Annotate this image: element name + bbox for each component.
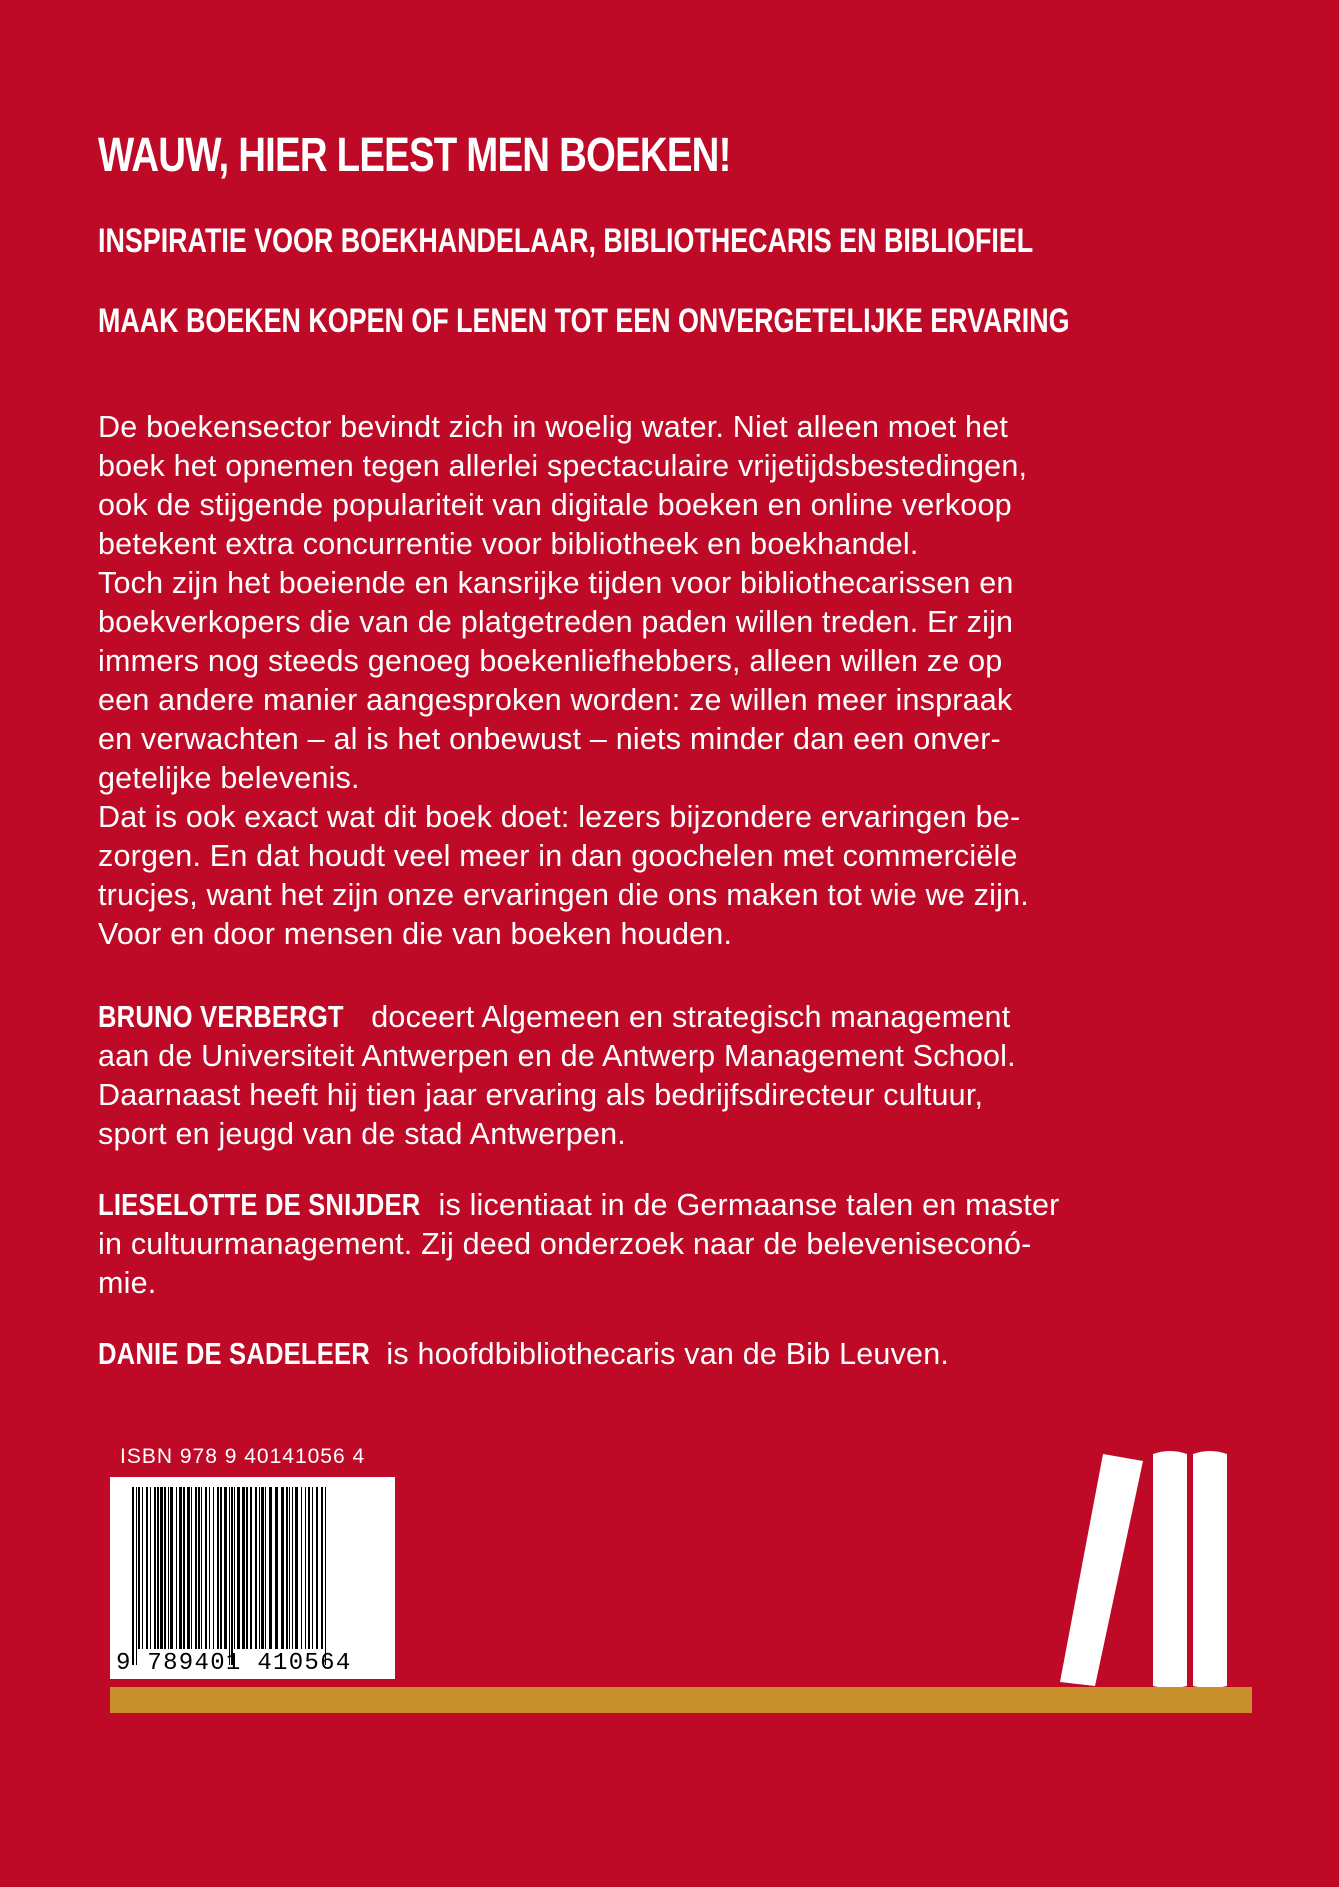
blurb (98, 408, 1158, 954)
barcode-bar (308, 1487, 310, 1649)
standing-book-right (1193, 1451, 1227, 1688)
bio-line: sport en jeugd van de stad Antwerpen. (98, 1117, 626, 1151)
barcode-bar (321, 1487, 323, 1649)
barcode-bar (195, 1487, 197, 1649)
barcode-bar (234, 1487, 235, 1649)
barcode-bar (281, 1487, 284, 1649)
blurb-line: boekverkopers die van de platgetreden paden willen treden. Er zijn (98, 605, 1014, 639)
barcode-bar (168, 1487, 169, 1649)
barcode-bar (325, 1487, 326, 1665)
isbn-label: ISBN 978 9 40141056 4 (120, 1445, 366, 1468)
barcode-bar (217, 1487, 219, 1649)
bio-line: Daarnaast heeft hij tien jaar ervaring als bedrijfsdirecteur cultuur, (98, 1078, 984, 1112)
barcode-bar (295, 1487, 298, 1649)
author-name: BRUNO VERBERGT (98, 1000, 344, 1034)
bio-line (98, 1186, 1198, 1225)
barcode-bar (269, 1487, 272, 1649)
barcode-bar (154, 1487, 156, 1649)
blurb-line: getelijke belevenis. (98, 761, 360, 795)
barcode-bar (136, 1487, 137, 1665)
barcode-bar (229, 1487, 230, 1665)
barcode-bar (242, 1487, 245, 1649)
bio-line (98, 998, 1198, 1037)
author-bio-bruno (98, 998, 1198, 1154)
bio-text: is hoofdbibliothecaris van de Bib Leuven. (377, 1337, 950, 1371)
bio-text: is licentiaat in de Germaanse talen en master (429, 1188, 1060, 1222)
blurb-line: ook de stijgende populariteit van digitale boeken en online verkoop (98, 488, 1012, 522)
author-name: DANIE DE SADELEER (98, 1337, 370, 1371)
barcode-bar (305, 1487, 306, 1649)
blurb-line: en verwachten – al is het onbewust – niets minder dan een onver- (98, 722, 1001, 756)
barcode-bar (250, 1487, 252, 1649)
books-on-shelf-icon (1055, 1448, 1255, 1688)
barcode-bar (213, 1487, 214, 1649)
barcode-bar (138, 1487, 140, 1649)
blurb-line: zorgen. En dat houdt veel meer in dan goochelen met commerciële (98, 839, 1018, 873)
barcode-bar (150, 1487, 151, 1649)
bio-line: aan de Universiteit Antwerpen en de Antwerp Management School. (98, 1039, 1016, 1073)
blurb-line: immers nog steeds genoeg boekenliefhebbers, alleen willen ze op (98, 644, 1003, 678)
barcode-bar (191, 1487, 192, 1649)
author-bio-lieselotte (98, 1186, 1198, 1303)
author-name: LIESELOTTE DE SNIJDER (98, 1188, 421, 1222)
barcode-bar (198, 1487, 200, 1649)
barcode-bar (292, 1487, 293, 1649)
barcode-bar (205, 1487, 207, 1649)
barcode-bar (183, 1487, 185, 1649)
bio-line: mie. (98, 1266, 157, 1300)
barcode (110, 1477, 395, 1679)
bio-text: doceert Algemeen en strategisch management (362, 1000, 1011, 1034)
bio-line (98, 1335, 1198, 1374)
barcode-bar (220, 1487, 222, 1649)
barcode-bar (164, 1487, 166, 1649)
barcode-bar (259, 1487, 260, 1649)
barcode-bar (187, 1487, 190, 1649)
subtitle-inspiration: INSPIRATIE VOOR BOEKHANDELAAR, BIBLIOTHECARIS EN BIBLIOFIEL (98, 222, 1034, 260)
barcode-bar (142, 1487, 143, 1649)
barcode-bar (237, 1487, 240, 1649)
book-shelf (110, 1687, 1252, 1713)
blurb-line: betekent extra concurrentie voor bibliotheek en boekhandel. (98, 527, 919, 561)
blurb-line: Toch zijn het boeiende en kansrijke tijden voor bibliothecarissen en (98, 566, 1014, 600)
barcode-bar (275, 1487, 278, 1649)
blurb-line: Voor en door mensen die van boeken houden. (98, 917, 733, 951)
barcode-bar (170, 1487, 173, 1649)
barcode-bar (301, 1487, 302, 1649)
blurb-line: Dat is ook exact wat dit boek doet: lezers bijzondere ervaringen be- (98, 800, 1021, 834)
blurb-line: een andere manier aangesproken worden: ze willen meer inspraak (98, 683, 1013, 717)
barcode-bar (286, 1487, 288, 1649)
bio-line: in cultuurmanagement. Zij deed onderzoek naar de beleveniseconó- (98, 1227, 1032, 1261)
barcode-bar (176, 1487, 177, 1649)
barcode-bar (289, 1487, 290, 1649)
barcode-bar (316, 1487, 318, 1649)
leaning-book (1060, 1454, 1143, 1686)
subtitle-experience: MAAK BOEKEN KOPEN OF LENEN TOT EEN ONVERGETELIJKE ERVARING (98, 302, 1070, 340)
barcode-bar (157, 1487, 159, 1649)
barcode-bar (179, 1487, 182, 1649)
barcode-bar (255, 1487, 257, 1649)
barcode-bar (261, 1487, 264, 1649)
barcode-bar (209, 1487, 210, 1649)
blurb-line: De boekensector bevindt zich in woelig water. Niet alleen moet het (98, 410, 1009, 444)
blurb-line: boek het opnemen tegen allerlei spectaculaire vrijetijdsbestedingen, (98, 449, 1028, 483)
barcode-bar (312, 1487, 313, 1649)
barcode-bar (201, 1487, 202, 1649)
author-bio-danie (98, 1335, 1198, 1374)
barcode-bar (246, 1487, 248, 1649)
barcode-digits: 9 789401 410564 (116, 1650, 352, 1677)
book-title: WAUW, HIER LEEST MEN BOEKEN! (98, 129, 731, 182)
blurb-line: trucjes, want het zijn onze ervaringen die ons maken tot wie we zijn. (98, 878, 1029, 912)
barcode-bar (132, 1487, 134, 1665)
barcode-bar (231, 1487, 233, 1665)
barcode-bar (265, 1487, 266, 1649)
barcode-bar (224, 1487, 227, 1649)
barcode-bar (160, 1487, 163, 1649)
barcode-bar (146, 1487, 148, 1649)
standing-book-left (1153, 1451, 1187, 1688)
